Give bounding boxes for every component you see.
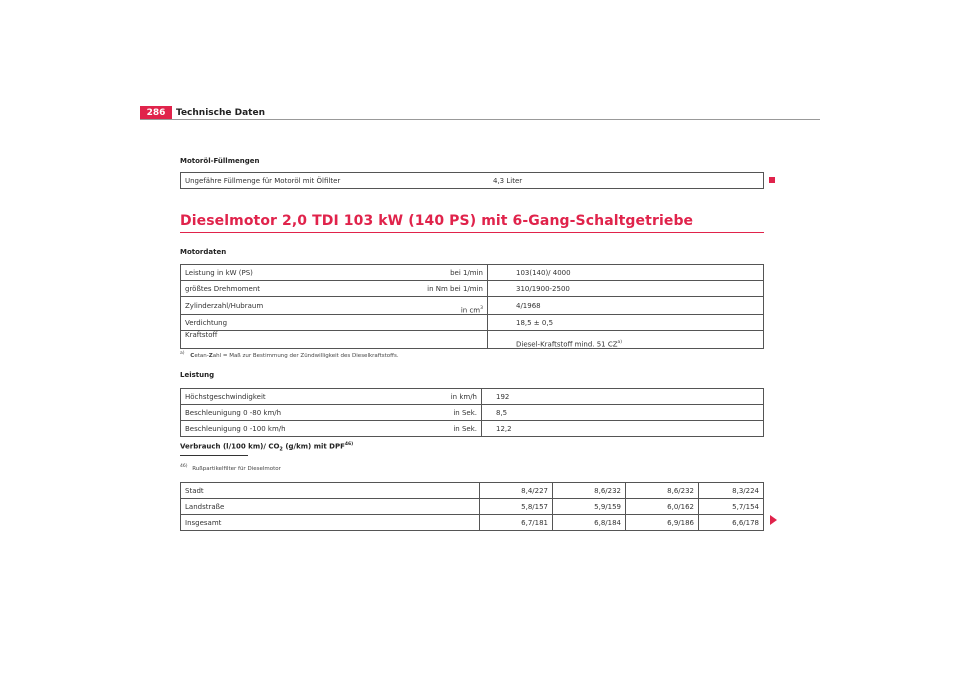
perf-value: 8,5 xyxy=(482,405,764,421)
footnote-c: C xyxy=(190,352,195,359)
cons-value: 5,8/157 xyxy=(480,499,553,515)
engine-label: Kraftstoff xyxy=(181,331,350,349)
perf-unit: in km/h xyxy=(349,389,482,405)
consumption-heading-sup: 46) xyxy=(344,442,354,447)
header-title: Technische Daten xyxy=(176,108,265,118)
cons-label: Insgesamt xyxy=(181,515,480,531)
engine-value: 310/1900-2500 xyxy=(488,281,764,297)
table-row xyxy=(181,405,764,421)
engine-label: größtes Drehmoment xyxy=(181,281,350,297)
cons-value: 6,6/178 xyxy=(699,515,764,531)
engine-value xyxy=(488,331,764,349)
engine-unit-sup: 3 xyxy=(480,305,483,311)
cons-value: 8,6/232 xyxy=(553,483,626,499)
performance-heading: Leistung xyxy=(180,371,215,379)
table-row xyxy=(181,315,764,331)
cons-value: 6,8/184 xyxy=(553,515,626,531)
consumption-heading xyxy=(180,442,353,453)
engine-unit xyxy=(349,297,488,315)
cons-value: 6,0/162 xyxy=(626,499,699,515)
engine-unit xyxy=(349,315,488,331)
engine-value-text: Diesel-Kraftstoff mind. 51 CZ xyxy=(516,340,618,348)
cons-value: 5,9/159 xyxy=(553,499,626,515)
table-row xyxy=(181,173,764,189)
footnote-mark: a) xyxy=(180,351,185,356)
header-rule xyxy=(140,119,820,120)
engine-value: 18,5 ± 0,5 xyxy=(488,315,764,331)
performance-table xyxy=(180,388,764,437)
cons-value: 5,7/154 xyxy=(699,499,764,515)
engine-unit-text: in cm xyxy=(460,306,481,314)
engine-value: 103(140)/ 4000 xyxy=(488,265,764,281)
table-row xyxy=(181,389,764,405)
cons-value: 8,4/227 xyxy=(480,483,553,499)
oil-heading: Motoröl-Füllmengen xyxy=(180,157,260,165)
consumption-table xyxy=(180,482,764,531)
heading-underline xyxy=(180,455,248,456)
cons-value: 8,6/232 xyxy=(626,483,699,499)
engine-label: Leistung in kW (PS) xyxy=(181,265,350,281)
cons-value: 6,9/186 xyxy=(626,515,699,531)
table-row xyxy=(181,297,764,315)
engine-label: Verdichtung xyxy=(181,315,350,331)
consumption-heading-sub: 2 xyxy=(279,446,283,453)
perf-label: Beschleunigung 0 -100 km/h xyxy=(181,421,350,437)
oil-table xyxy=(180,172,764,189)
perf-value: 192 xyxy=(482,389,764,405)
main-title: Dieselmotor 2,0 TDI 103 kW (140 PS) mit 6-Gang-Schaltgetriebe xyxy=(180,213,694,229)
engine-unit xyxy=(349,331,488,349)
page-number: 286 xyxy=(140,106,172,120)
table-row xyxy=(181,515,764,531)
engine-label: Zylinderzahl/Hubraum xyxy=(181,297,350,315)
engine-value: 4/1968 xyxy=(488,297,764,315)
oil-label: Ungefähre Füllmenge für Motoröl mit Ölfilter xyxy=(181,173,490,189)
consumption-footnote xyxy=(180,464,281,472)
perf-label: Beschleunigung 0 -80 km/h xyxy=(181,405,350,421)
consumption-heading-b: (g/km) mit DPF xyxy=(282,442,345,451)
footnote-mark: 46) xyxy=(180,464,188,469)
cons-label: Stadt xyxy=(181,483,480,499)
table-row xyxy=(181,265,764,281)
footnote-rest: ahl = Maß zur Bestimmung der Zündwilligkeit des Dieselkraftstoffs. xyxy=(212,352,399,359)
cons-value: 8,3/224 xyxy=(699,483,764,499)
end-square-icon xyxy=(769,177,775,183)
oil-value: 4,3 Liter xyxy=(489,173,764,189)
next-page-arrow-icon[interactable] xyxy=(770,515,777,525)
table-row xyxy=(181,499,764,515)
engine-heading: Motordaten xyxy=(180,248,227,256)
footnote-mid: etan- xyxy=(194,352,209,359)
table-row xyxy=(181,483,764,499)
engine-unit: bei 1/min xyxy=(349,265,488,281)
engine-footnote xyxy=(180,351,399,359)
perf-value: 12,2 xyxy=(482,421,764,437)
engine-value-sup: a) xyxy=(617,339,623,345)
perf-label: Höchstgeschwindigkeit xyxy=(181,389,350,405)
table-row xyxy=(181,331,764,349)
engine-table xyxy=(180,264,764,349)
consumption-heading-a: Verbrauch (l/100 km)/ CO xyxy=(180,442,280,451)
perf-unit: in Sek. xyxy=(349,421,482,437)
footnote-text: Rußpartikelfilter für Dieselmotor xyxy=(192,465,281,472)
table-row xyxy=(181,281,764,297)
footnote-z: Z xyxy=(208,352,213,359)
cons-label: Landstraße xyxy=(181,499,480,515)
table-row xyxy=(181,421,764,437)
engine-unit: in Nm bei 1/min xyxy=(349,281,488,297)
cons-value: 6,7/181 xyxy=(480,515,553,531)
title-rule xyxy=(180,232,764,233)
perf-unit: in Sek. xyxy=(349,405,482,421)
